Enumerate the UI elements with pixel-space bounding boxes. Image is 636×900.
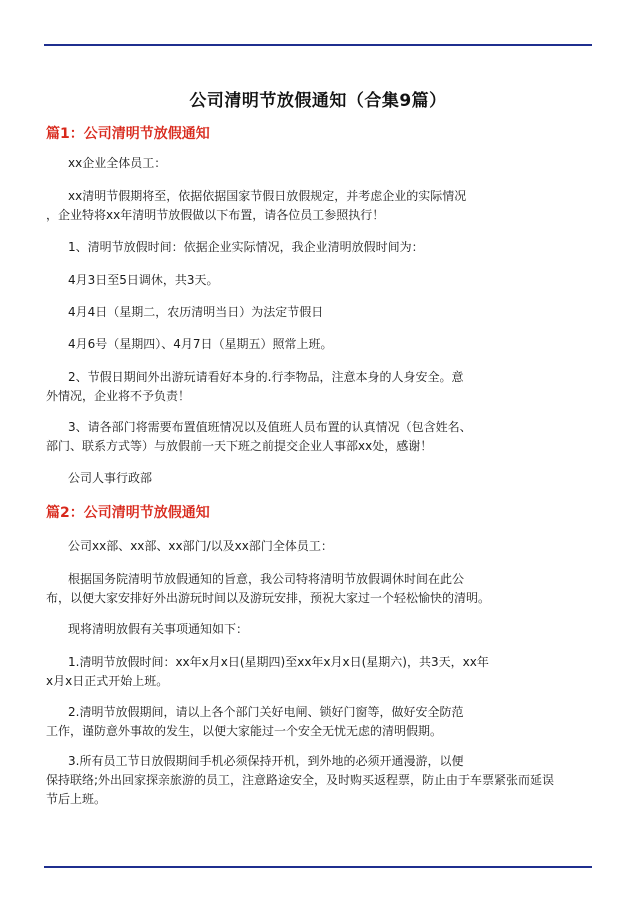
section-1-paragraph [46, 303, 588, 322]
paragraph-line: 外情况，企业将不予负责！ [46, 389, 191, 403]
document-title: 公司清明节放假通知（合集9篇） [189, 91, 447, 111]
section-1-heading: 篇1：公司清明节放假通知 [46, 126, 210, 142]
paragraph-line: ，企业特将xx年清明节放假做以下布置，请各位员工参照执行！ [46, 208, 385, 222]
paragraph-line: 3、请各部门将需要布置值班情况以及值班人员布置的认真情况（包含姓名、 [68, 420, 472, 434]
section-1-paragraph [46, 271, 588, 290]
paragraph-line: 3.所有员工节日放假期间手机必须保持开机，到外地的必须开通漫游，以便 [68, 754, 464, 768]
section-2-paragraph [46, 653, 566, 691]
section-1-paragraph [46, 368, 566, 406]
top-rule [44, 44, 592, 46]
paragraph-line: 现将清明放假有关事项通知如下： [68, 622, 249, 636]
paragraph-line: 2.清明节放假期间，请以上各个部门关好电闸、锁好门窗等，做好安全防范 [68, 705, 464, 719]
section-2-paragraph [46, 537, 588, 556]
section-1-paragraph [46, 418, 566, 456]
paragraph-line: 公司人事行政部 [68, 471, 153, 485]
paragraph-line: 部门、联系方式等）与放假前一天下班之前提交企业人事部xx处，感谢！ [46, 439, 433, 453]
paragraph-line: 工作，谨防意外事故的发生，以便大家能过一个安全无忧无虑的清明假期。 [46, 724, 443, 738]
paragraph-line: 4月6号（星期四）、4月7日（星期五）照常上班。 [68, 337, 333, 351]
bottom-rule [44, 866, 592, 868]
paragraph-line: 1.清明节放假时间：xx年x月x日(星期四)至xx年x月x日(星期六)，共3天，xx年 [68, 655, 489, 669]
paragraph-line: 公司xx部、xx部、xx部门/以及xx部门全体员工： [68, 539, 333, 553]
paragraph-line: 保持联络;外出回家探亲旅游的员工，注意路途安全，及时购买返程票，防止由于车票紧张而延误 [46, 773, 555, 787]
section-2-paragraph [46, 570, 566, 608]
section-1-paragraph [46, 187, 566, 225]
section-2-paragraph [46, 620, 588, 639]
section-2-paragraph [46, 703, 566, 741]
paragraph-line: 4月4日（星期二，农历清明当日）为法定节假日 [68, 305, 324, 319]
paragraph-line: 1、清明节放假时间：依据企业实际情况，我企业清明放假时间为： [68, 240, 424, 254]
paragraph-line: 节后上班。 [46, 792, 107, 806]
paragraph-line: 根据国务院清明节放假通知的旨意，我公司特将清明节放假调休时间在此公 [68, 572, 465, 586]
paragraph-line: 布，以便大家安排好外出游玩时间以及游玩安排，预祝大家过一个轻松愉快的清明。 [46, 591, 491, 605]
section-1-paragraph [46, 154, 588, 173]
paragraph-line: 4月3日至5日调休，共3天。 [68, 273, 219, 287]
paragraph-line: 2、节假日期间外出游玩请看好本身的.行李物品，注意本身的人身安全。意 [68, 370, 464, 384]
paragraph-line: xx企业全体员工： [68, 156, 167, 170]
section-1-paragraph [46, 335, 588, 354]
section-1-paragraph [46, 238, 588, 257]
section-1-paragraph [46, 469, 588, 488]
paragraph-line: x月x日正式开始上班。 [46, 674, 169, 688]
section-2-heading: 篇2：公司清明节放假通知 [46, 505, 210, 521]
paragraph-line: xx清明节假期将至，依据依据国家节假日放假规定，并考虑企业的实际情况 [68, 189, 467, 203]
section-2-paragraph [46, 752, 566, 809]
